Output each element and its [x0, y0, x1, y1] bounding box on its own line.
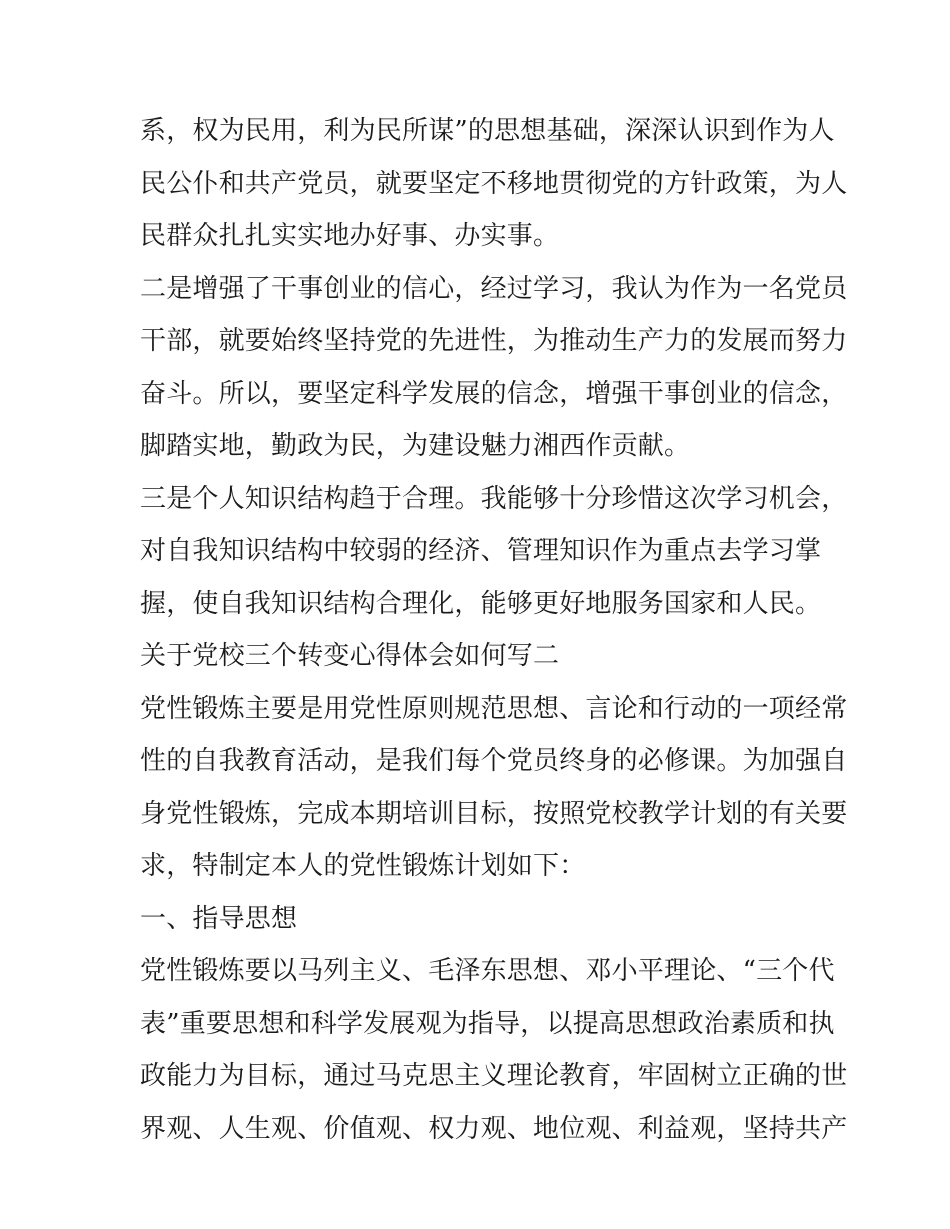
- document-body: [140, 105, 848, 1155]
- text-line: 对自我知识结构中较弱的经济、管理知识作为重点去学习掌: [140, 536, 822, 566]
- text-line: 性的自我教育活动，是我们每个党员终身的必修课。为加强自: [140, 746, 848, 776]
- text-line: 脚踏实地，勤政为民，为建设魅力湘西作贡献。: [140, 431, 691, 461]
- text-line: 党性锻炼主要是用党性原则规范思想、言论和行动的一项经常: [140, 693, 848, 724]
- text-line: 三是个人知识结构趋于合理。我能够十分珍惜这次学习机会，: [140, 483, 848, 514]
- text-line: 握，使自我知识结构合理化，能够更好地服务国家和人民。: [140, 588, 822, 619]
- text-line: 民群众扎扎实实地办好事、办实事。: [140, 221, 560, 251]
- text-line: 身党性锻炼，完成本期培训目标，按照党校教学计划的有关要: [140, 798, 848, 829]
- text-line: 界观、人生观、价值观、权力观、地位观、利益观，坚持共产: [140, 1113, 848, 1144]
- text-line: 系，权为民用，利为民所谋”的思想基础，深深认识到作为人: [140, 116, 835, 146]
- text-line: 奋斗。所以，要坚定科学发展的信念，增强干事创业的信念，: [140, 378, 848, 409]
- text-line: 表”重要思想和科学发展观为指导，以提高思想政治素质和执: [140, 1008, 835, 1039]
- text-line: 求，特制定本人的党性锻炼计划如下：: [140, 851, 586, 881]
- text-line: 干部，就要始终坚持党的先进性，为推动生产力的发展而努力: [140, 326, 848, 356]
- text-line: 民公仆和共产党员，就要坚定不移地贯彻党的方针政策，为人: [140, 168, 848, 199]
- text-line: 党性锻炼要以马列主义、毛泽东思想、邓小平理论、“三个代: [140, 956, 835, 986]
- section-heading: 一、指导思想: [140, 903, 298, 934]
- text-line: 二是增强了干事创业的信心，经过学习，我认为作为一名党员: [140, 273, 848, 304]
- section-heading: 关于党校三个转变心得体会如何写二: [140, 641, 560, 671]
- text-line: 政能力为目标，通过马克思主义理论教育，牢固树立正确的世: [140, 1061, 848, 1091]
